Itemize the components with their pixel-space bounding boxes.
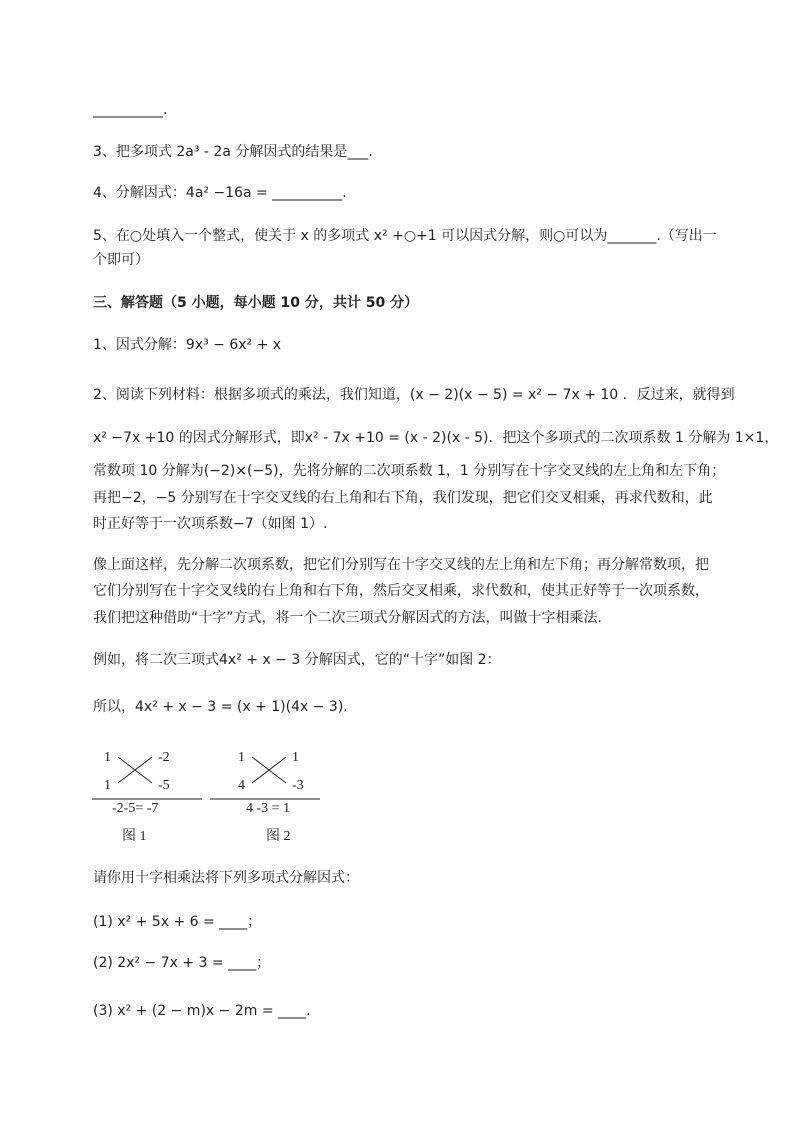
figure-1-top-right: -2 xyxy=(158,750,170,765)
figure-1-bottom-left: 1 xyxy=(104,778,111,793)
problem-2-line-2: x² −7x +10 的因式分解形式，即x² - 7x +10 = (x - 2)(x - 5)．把这个多项式的二次项系数 1 分解为 1×1， xyxy=(93,430,779,446)
figure-2-sum: 4 -3 = 1 xyxy=(246,801,291,816)
figure-2-top-left: 1 xyxy=(238,750,245,765)
question-5-line-2: 个即可） xyxy=(93,252,149,268)
sub-question-2: (2) 2x² − 7x + 3 = ____； xyxy=(93,955,271,971)
figure-1-sum: -2-5= -7 xyxy=(112,801,159,816)
instruction-text: 请你用十字相乘法将下列多项式分解因式： xyxy=(93,870,359,886)
figure-1-bottom-right: -5 xyxy=(158,778,170,793)
problem-2-line-5: 时正好等于一次项系数−7（如图 1）. xyxy=(93,516,328,532)
problem-2-line-1: 2、阅读下列材料：根据多项式的乘法，我们知道，(x − 2)(x − 5) = x² − 7x + 10 ．反过来，就得到 xyxy=(93,387,735,403)
question-4: 4、分解因式：4a² −16a = __________. xyxy=(93,185,347,201)
paragraph-line-2: 它们分别写在十字交叉线的右上角和右下角，然后交叉相乘，求代数和，使其正好等于一次项系数， xyxy=(93,583,709,599)
section-heading: 三、解答题（5 小题，每小题 10 分，共计 50 分） xyxy=(93,295,419,311)
question-5-line-1: 5、在○处填入一个整式，使关于 x 的多项式 x² +○+1 可以因式分解，则○可以为_______.（写出一 xyxy=(93,228,717,244)
figure-2-cross-lines xyxy=(210,745,320,805)
result-text: 所以，4x² + x − 3 = (x + 1)(4x − 3)． xyxy=(93,699,358,715)
sub-question-3: (3) x² + (2 − m)x − 2m = ____. xyxy=(93,1003,311,1019)
question-3: 3、把多项式 2a³ - 2a 分解因式的结果是___. xyxy=(93,144,373,160)
figure-2-bottom-right: -3 xyxy=(292,778,304,793)
figure-1-caption: 图 1 xyxy=(122,829,147,844)
figure-2-top-right: 1 xyxy=(292,750,299,765)
problem-2-line-3: 常数项 10 分解为(−2)×(−5)，先将分解的二次项系数 1，1 分别写在十字交叉线的左上角和左下角； xyxy=(93,463,726,479)
figure-1-top-left: 1 xyxy=(104,750,111,765)
sub-question-1: (1) x² + 5x + 6 = ____； xyxy=(93,914,262,930)
figure-1-cross-lines xyxy=(92,745,202,805)
figure-2-caption: 图 2 xyxy=(266,829,291,844)
example-text: 例如，将二次三项式4x² + x − 3 分解因式，它的“十字”如图 2： xyxy=(93,652,501,668)
problem-2-line-4: 再把−2，−5 分别写在十字交叉线的右上角和右下角，我们发现，把它们交叉相乘，再求代数和，此 xyxy=(93,490,713,506)
paragraph-line-1: 像上面这样，先分解二次项系数，把它们分别写在十字交叉线的左上角和左下角；再分解常数项，把 xyxy=(93,557,709,573)
answer-blank-line: __________. xyxy=(93,102,168,118)
paragraph-line-3: 我们把这种借助“十字”方式，将一个二次三项式分解因式的方法，叫做十字相乘法． xyxy=(93,610,612,626)
figure-2-bottom-left: 4 xyxy=(238,778,245,793)
cross-figure-2 xyxy=(210,745,320,845)
problem-1: 1、因式分解：9x³ − 6x² + x xyxy=(93,337,282,353)
cross-figure-1 xyxy=(92,745,202,845)
